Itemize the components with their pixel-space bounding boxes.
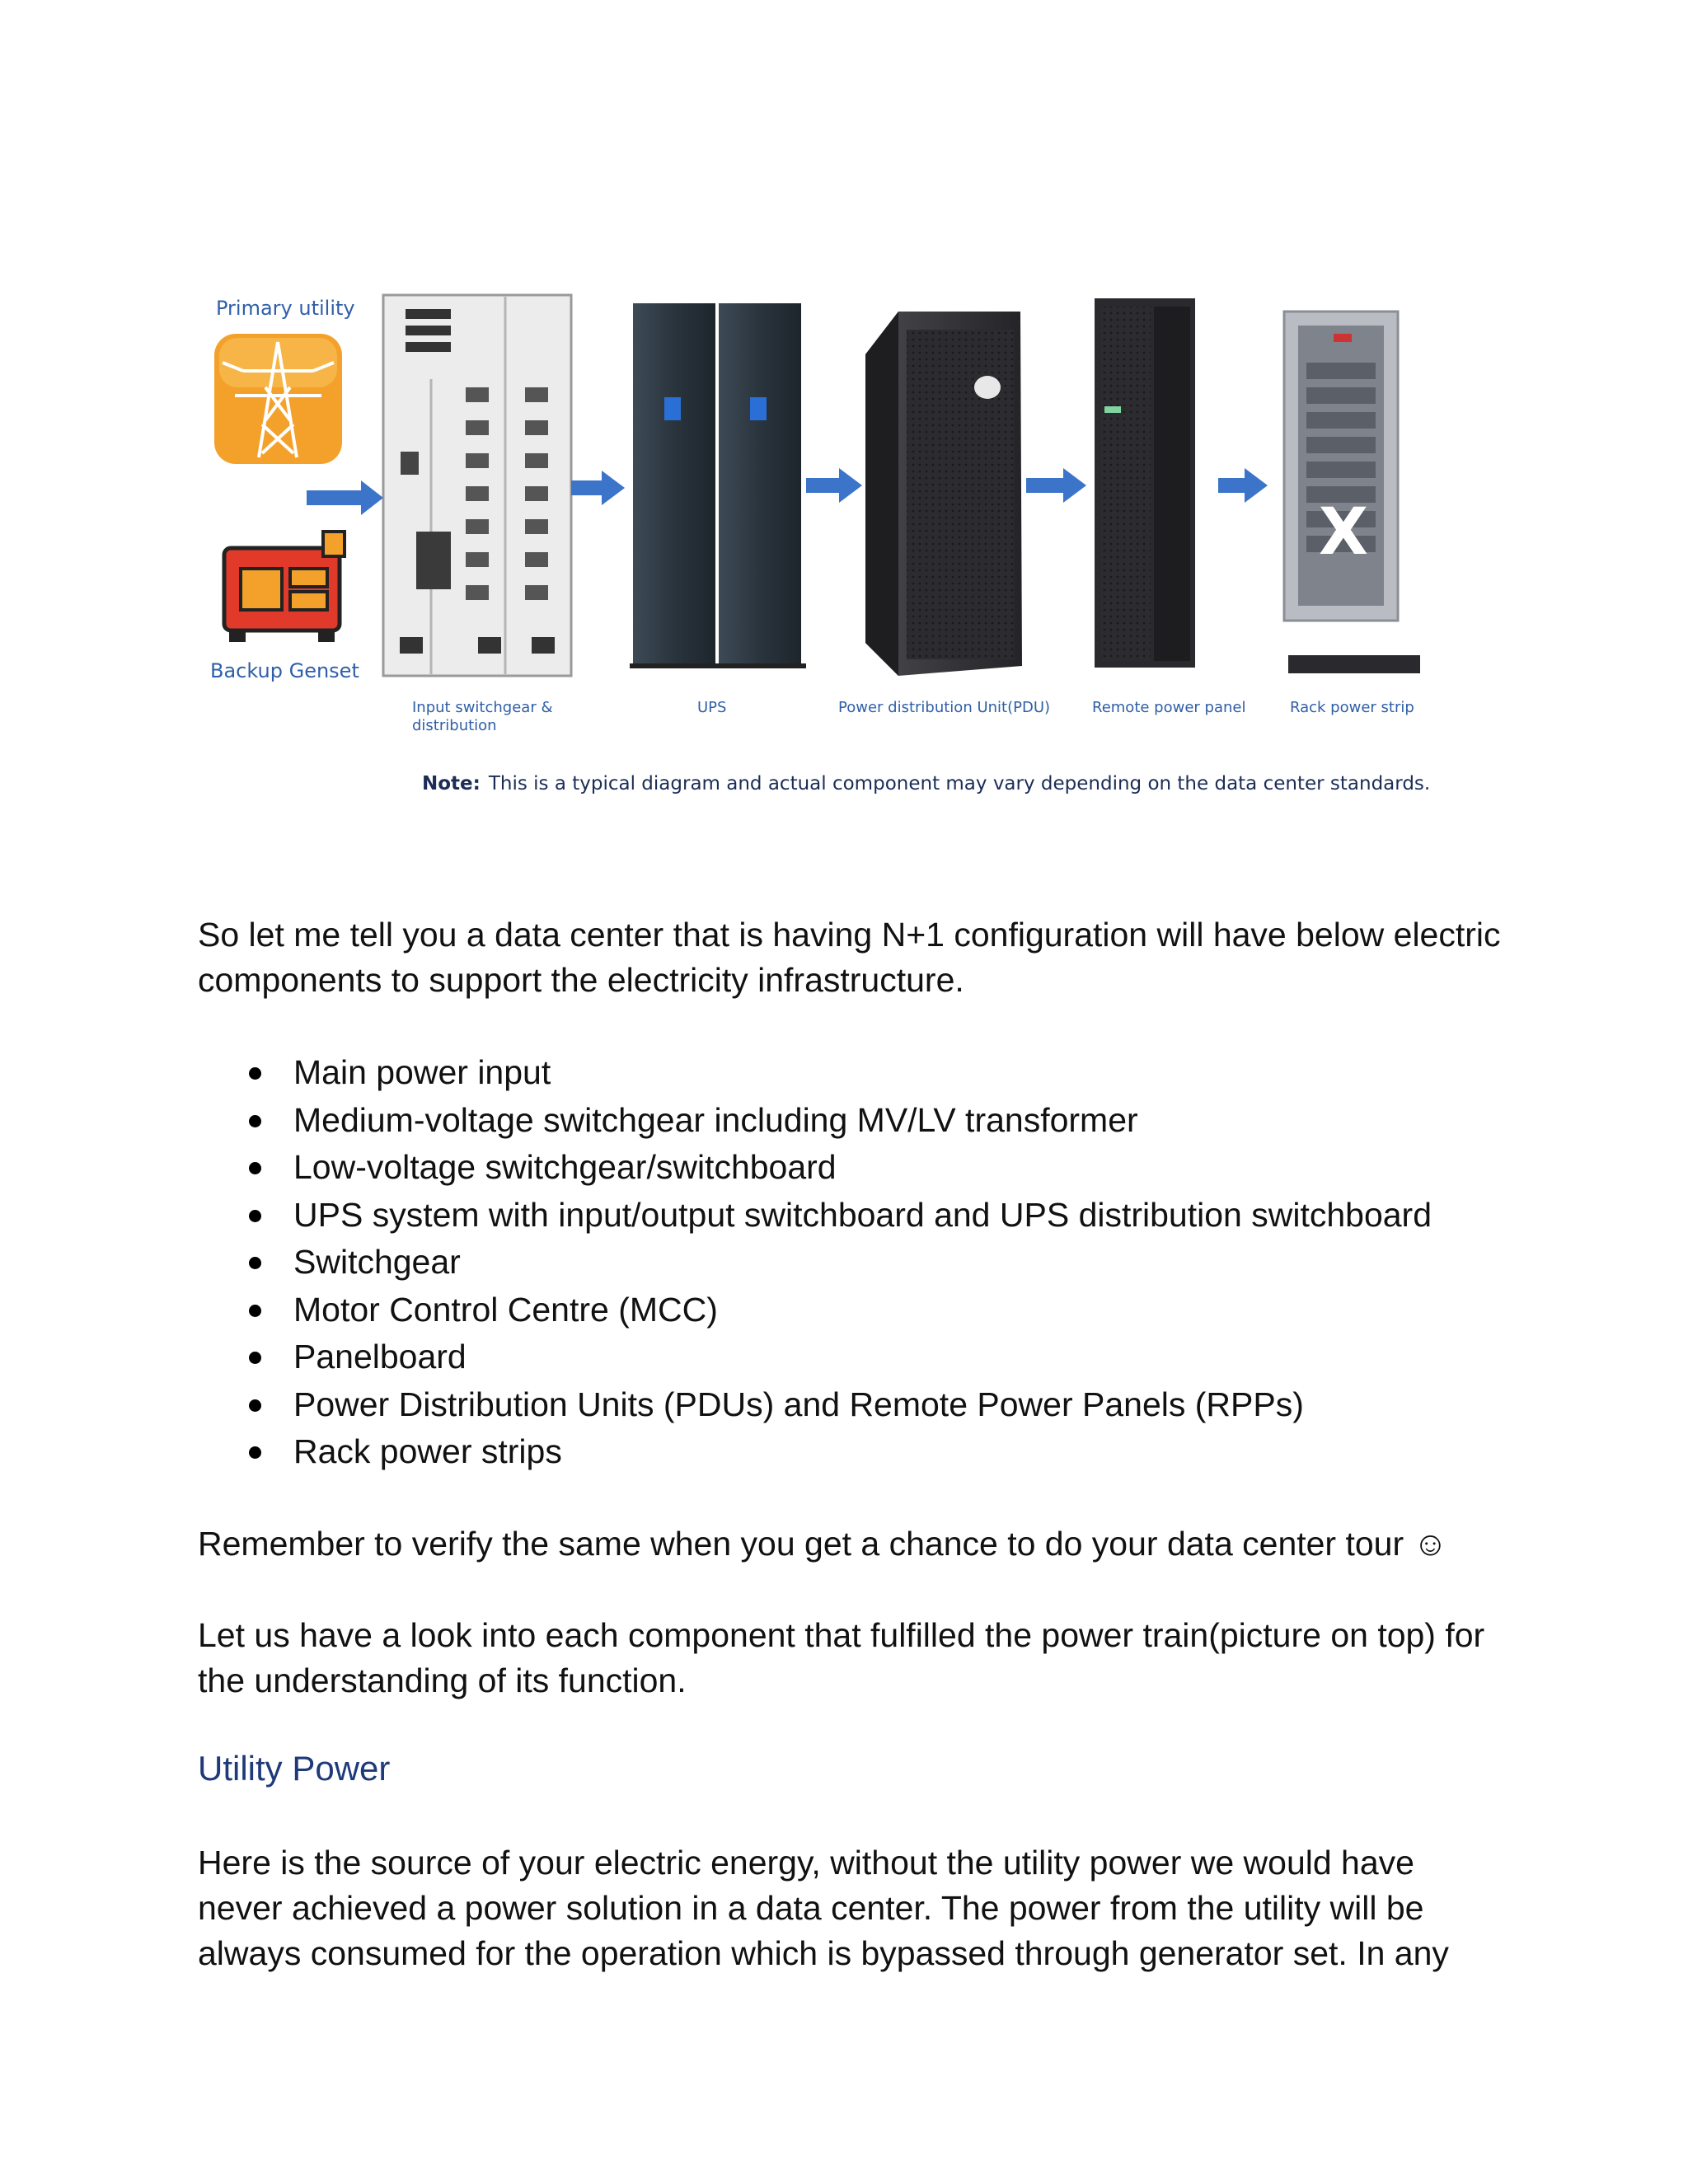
arrow-icon — [1026, 468, 1086, 503]
arrow-icon — [806, 468, 862, 503]
list-item: Motor Control Centre (MCC) — [239, 1286, 1640, 1334]
note-text: This is a typical diagram and actual component may vary depending on the data center standards. — [488, 773, 1431, 794]
arrow-icon — [571, 471, 625, 505]
list-item: Rack power strips — [239, 1428, 1640, 1476]
switchgear-image — [383, 295, 571, 676]
component-label-rpp: Remote power panel — [1092, 699, 1246, 716]
component-label-switchgear: Input switchgear & distribution — [412, 699, 553, 734]
note-label: Note: — [422, 773, 481, 794]
genset-icon — [224, 532, 345, 642]
component-label-ups: UPS — [697, 699, 727, 716]
list-item: Power Distribution Units (PDUs) and Remote Power Panels (RPPs) — [239, 1381, 1640, 1429]
pdu-image — [865, 312, 1022, 676]
section-heading: Utility Power — [198, 1749, 391, 1788]
list-item: Main power input — [239, 1049, 1640, 1097]
arrow-icon — [307, 480, 383, 515]
primary-utility-label: Primary utility — [216, 297, 355, 320]
utility-power-paragraph: Here is the source of your electric energy, without the utility power we would have never achieved a power solution in a data center. The power from the utility will be always consumed for the operation which is bypassed through generator set. In any — [198, 1844, 1449, 1972]
rack-image — [1284, 312, 1420, 673]
component-intro-paragraph: Let us have a look into each component that fulfilled the power train(picture on top) for the understanding of its function. — [198, 1616, 1485, 1699]
list-item: UPS system with input/output switchboard and UPS distribution switchboard — [239, 1192, 1640, 1240]
reminder-paragraph: Remember to verify the same when you get a chance to do your data center tour ☺ — [198, 1525, 1448, 1563]
power-train-illustration — [0, 0, 1688, 857]
list-item: Medium-voltage switchgear including MV/LV transformer — [239, 1097, 1640, 1145]
arrow-icon — [1218, 468, 1268, 503]
utility-tower-icon — [214, 334, 342, 464]
list-item: Panelboard — [239, 1333, 1640, 1381]
list-item: Low-voltage switchgear/switchboard — [239, 1144, 1640, 1192]
diagram-note — [422, 773, 1430, 794]
component-label-pdu: Power distribution Unit(PDU) — [838, 699, 1051, 716]
svg-text:X: X — [1318, 495, 1369, 569]
component-label-rack-strip: Rack power strip — [1290, 699, 1414, 716]
backup-genset-label: Backup Genset — [210, 659, 359, 682]
power-train-diagram — [0, 0, 1688, 857]
components-list — [239, 1049, 1640, 1476]
remote-power-panel-image — [1095, 298, 1195, 668]
intro-paragraph: So let me tell you a data center that is having N+1 configuration will have below electric components to support the electricity infrastructure. — [198, 916, 1501, 999]
list-item: Switchgear — [239, 1239, 1640, 1286]
ups-image — [630, 303, 806, 668]
